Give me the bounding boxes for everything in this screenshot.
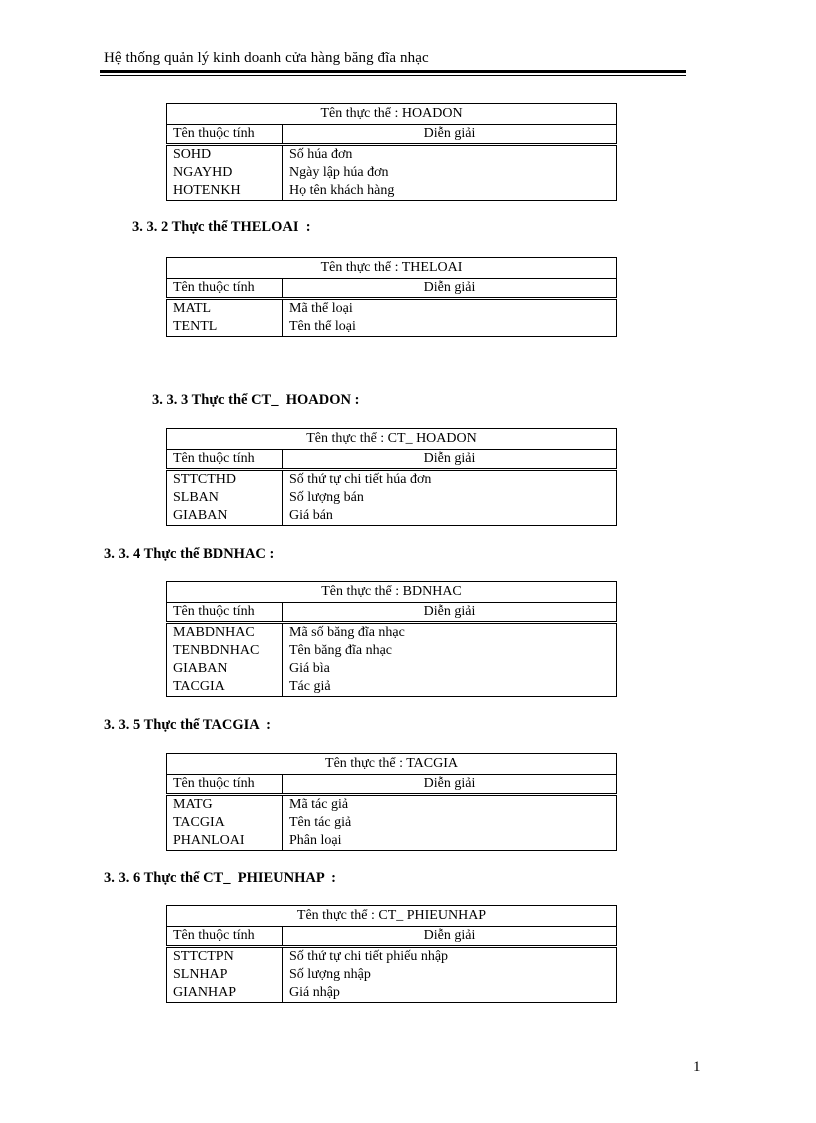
attribute-cell: GIANHAP xyxy=(167,984,283,1003)
attribute-cell: GIABAN xyxy=(167,507,283,526)
table-row xyxy=(167,318,617,337)
attribute-cell: TENBDNHAC xyxy=(167,642,283,660)
column-header-description: Diễn giải xyxy=(283,775,617,795)
column-header-description: Diễn giải xyxy=(283,450,617,470)
table-title: Tên thực thể : CT_ HOADON xyxy=(167,429,617,450)
table-row xyxy=(167,489,617,507)
table-row xyxy=(167,678,617,697)
table-title: Tên thực thể : CT_ PHIEUNHAP xyxy=(167,906,617,927)
description-cell: Số thứ tự chi tiết húa đơn xyxy=(283,470,617,490)
entity-table-ct-phieunhap xyxy=(166,905,617,1003)
table-row xyxy=(167,984,617,1003)
attribute-cell: STTCTHD xyxy=(167,470,283,490)
description-cell: Tên băng đĩa nhạc xyxy=(283,642,617,660)
table-row xyxy=(167,470,617,490)
column-header-attribute: Tên thuộc tính xyxy=(167,125,283,145)
description-cell: Giá bán xyxy=(283,507,617,526)
column-header-description: Diễn giải xyxy=(283,279,617,299)
column-header-attribute: Tên thuộc tính xyxy=(167,775,283,795)
table-row xyxy=(167,623,617,643)
description-cell: Mã thể loại xyxy=(283,299,617,319)
section-heading-bdnhac: 3. 3. 4 Thực thể BDNHAC : xyxy=(104,546,275,562)
entity-table-hoadon xyxy=(166,103,617,201)
table-row xyxy=(167,164,617,182)
section-heading-ct-hoadon: 3. 3. 3 Thực thể CT_ HOADON : xyxy=(152,392,360,408)
attribute-cell: HOTENKH xyxy=(167,182,283,201)
table-row xyxy=(167,642,617,660)
column-header-description: Diễn giải xyxy=(283,603,617,623)
table-title: Tên thực thể : BDNHAC xyxy=(167,582,617,603)
attribute-cell: MATG xyxy=(167,795,283,815)
column-header-attribute: Tên thuộc tính xyxy=(167,603,283,623)
attribute-cell: GIABAN xyxy=(167,660,283,678)
page-header-title: Hệ thống quản lý kinh doanh cửa hàng băng đĩa nhạc xyxy=(104,50,429,66)
attribute-cell: MABDNHAC xyxy=(167,623,283,643)
description-cell: Số lượng nhập xyxy=(283,966,617,984)
column-header-description: Diễn giải xyxy=(283,125,617,145)
description-cell: Mã số băng đĩa nhạc xyxy=(283,623,617,643)
table-row xyxy=(167,966,617,984)
description-cell: Tác giả xyxy=(283,678,617,697)
column-header-description: Diễn giải xyxy=(283,927,617,947)
table-title: Tên thực thể : HOADON xyxy=(167,104,617,125)
attribute-cell: TACGIA xyxy=(167,814,283,832)
description-cell: Số lượng bán xyxy=(283,489,617,507)
column-header-attribute: Tên thuộc tính xyxy=(167,279,283,299)
table-row xyxy=(167,947,617,967)
description-cell: Giá bìa xyxy=(283,660,617,678)
header-divider xyxy=(100,70,686,73)
table-row xyxy=(167,507,617,526)
description-cell: Mã tác giả xyxy=(283,795,617,815)
table-row xyxy=(167,660,617,678)
attribute-cell: TENTL xyxy=(167,318,283,337)
attribute-cell: SLNHAP xyxy=(167,966,283,984)
attribute-cell: TACGIA xyxy=(167,678,283,697)
section-heading-tacgia: 3. 3. 5 Thực thể TACGIA : xyxy=(104,717,272,733)
page-number: 1 xyxy=(693,1059,701,1075)
header-divider-thin xyxy=(100,75,686,76)
table-row xyxy=(167,145,617,165)
table-title: Tên thực thể : THELOAI xyxy=(167,258,617,279)
entity-table-ct-hoadon xyxy=(166,428,617,526)
table-row xyxy=(167,832,617,851)
table-row xyxy=(167,814,617,832)
attribute-cell: SLBAN xyxy=(167,489,283,507)
description-cell: Tên tác giả xyxy=(283,814,617,832)
entity-table-theloai xyxy=(166,257,617,337)
description-cell: Tên thể loại xyxy=(283,318,617,337)
description-cell: Họ tên khách hàng xyxy=(283,182,617,201)
attribute-cell: STTCTPN xyxy=(167,947,283,967)
attribute-cell: SOHD xyxy=(167,145,283,165)
section-heading-ct-phieunhap: 3. 3. 6 Thực thể CT_ PHIEUNHAP : xyxy=(104,870,336,886)
attribute-cell: MATL xyxy=(167,299,283,319)
description-cell: Ngày lập húa đơn xyxy=(283,164,617,182)
section-heading-theloai: 3. 3. 2 Thực thể THELOAI : xyxy=(132,219,311,235)
table-row xyxy=(167,299,617,319)
attribute-cell: PHANLOAI xyxy=(167,832,283,851)
attribute-cell: NGAYHD xyxy=(167,164,283,182)
column-header-attribute: Tên thuộc tính xyxy=(167,450,283,470)
entity-table-bdnhac xyxy=(166,581,617,697)
table-title: Tên thực thể : TACGIA xyxy=(167,754,617,775)
table-row xyxy=(167,182,617,201)
table-row xyxy=(167,795,617,815)
description-cell: Số húa đơn xyxy=(283,145,617,165)
column-header-attribute: Tên thuộc tính xyxy=(167,927,283,947)
entity-table-tacgia xyxy=(166,753,617,851)
description-cell: Phân loại xyxy=(283,832,617,851)
description-cell: Số thứ tự chi tiết phiếu nhập xyxy=(283,947,617,967)
description-cell: Giá nhập xyxy=(283,984,617,1003)
